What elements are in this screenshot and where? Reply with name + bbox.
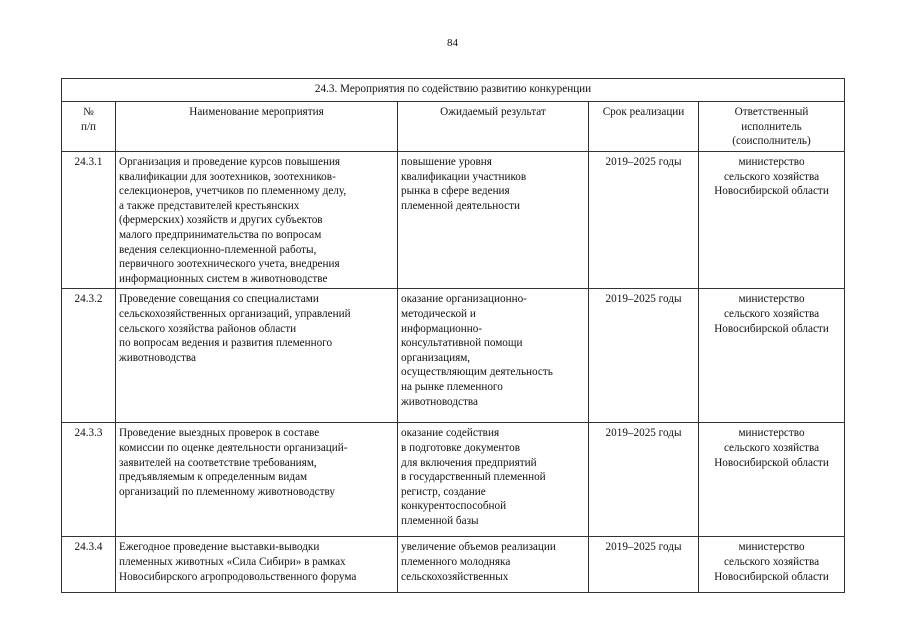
header-row	[62, 102, 845, 152]
table-title: 24.3. Мероприятия по содействию развитию конкуренции	[62, 79, 845, 102]
header-num: № п/п	[62, 102, 116, 152]
row-num: 24.3.2	[62, 289, 116, 423]
row-result: оказание организационно- методической и информационно- консультативной помощи организациям, осуществляющим деятельность на рынке племенного животноводства	[398, 289, 589, 423]
table-row	[62, 289, 845, 423]
page-number: 84	[447, 37, 458, 49]
measures-table	[61, 78, 845, 593]
row-term: 2019–2025 годы	[589, 289, 699, 423]
row-name: Ежегодное проведение выставки-выводки племенных животных «Сила Сибири» в рамках Новосибирского агропродовольственного форума	[116, 537, 398, 593]
header-result: Ожидаемый результат	[398, 102, 589, 152]
row-num: 24.3.4	[62, 537, 116, 593]
row-result: повышение уровня квалификации участников рынка в сфере ведения племенной деятельности	[398, 152, 589, 289]
header-name: Наименование мероприятия	[116, 102, 398, 152]
row-term: 2019–2025 годы	[589, 537, 699, 593]
row-name: Проведение совещания со специалистами сельскохозяйственных организаций, управлений сельского хозяйства районов области по вопросам ведения и развития племенного животноводства	[116, 289, 398, 423]
row-responsible: министерство сельского хозяйства Новосибирской области	[699, 152, 845, 289]
row-name: Организация и проведение курсов повышения квалификации для зоотехников, зоотехников- селекционеров, учетчиков по племенному делу, а также представителей крестьянских (фермерских) хозяйств и других субъектов малого предпринимательства по вопросам ведения селекционно-племенной работы, первичного зоотехнического учета, внедрения информационных систем в животноводстве	[116, 152, 398, 289]
row-name: Проведение выездных проверок в составе комиссии по оценке деятельности организаций- заявителей на соответствие требованиям, предъявляемым к определенным видам организаций по племенному животноводству	[116, 423, 398, 537]
header-term: Срок реализации	[589, 102, 699, 152]
table-row	[62, 152, 845, 289]
row-term: 2019–2025 годы	[589, 152, 699, 289]
header-responsible: Ответственный исполнитель (соисполнитель)	[699, 102, 845, 152]
table-row	[62, 423, 845, 537]
row-term: 2019–2025 годы	[589, 423, 699, 537]
row-num: 24.3.3	[62, 423, 116, 537]
row-result: оказание содействия в подготовке документов для включения предприятий в государственный племенной регистр, создание конкурентоспособной племенной базы	[398, 423, 589, 537]
row-responsible: министерство сельского хозяйства Новосибирской области	[699, 423, 845, 537]
row-num: 24.3.1	[62, 152, 116, 289]
row-responsible: министерство сельского хозяйства Новосибирской области	[699, 289, 845, 423]
row-responsible: министерство сельского хозяйства Новосибирской области	[699, 537, 845, 593]
row-result: увеличение объемов реализации племенного молодняка сельскохозяйственных	[398, 537, 589, 593]
table-row	[62, 537, 845, 593]
